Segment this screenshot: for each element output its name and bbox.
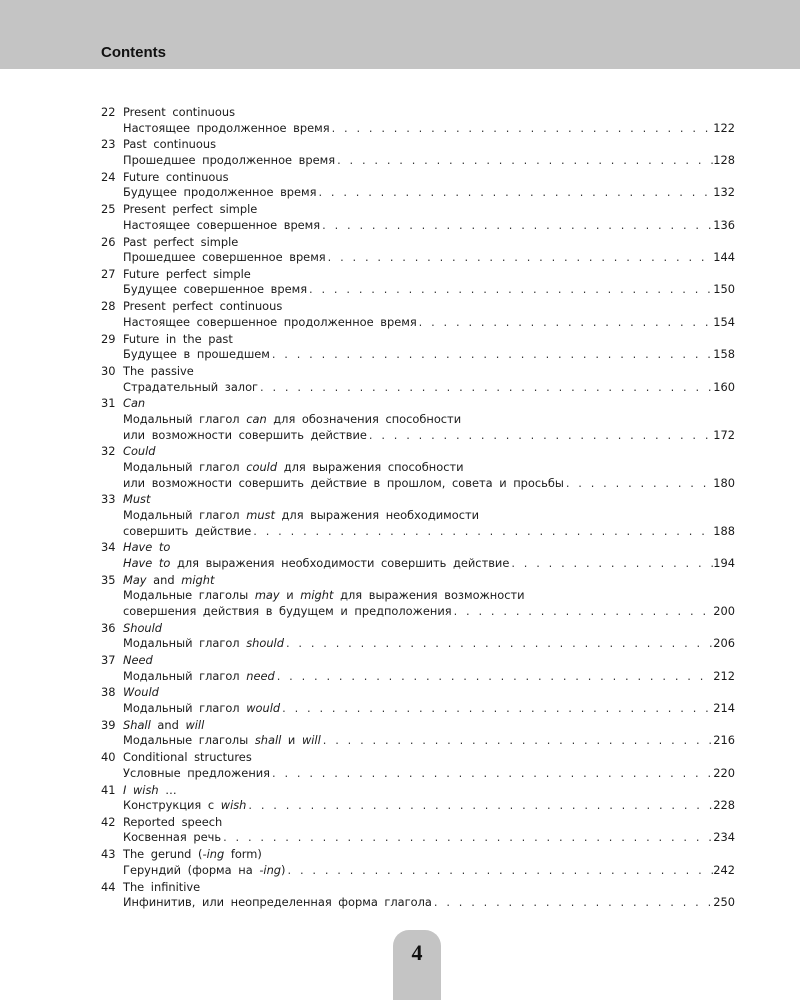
entry-description-last-line xyxy=(123,669,735,685)
entry-title xyxy=(123,880,735,896)
toc-entry[interactable] xyxy=(101,492,735,539)
italic-term: will xyxy=(301,733,321,748)
text-segment: Настоящее совершенное время xyxy=(123,217,321,232)
text-segment: для обозначения способности xyxy=(266,411,462,426)
entry-title xyxy=(123,267,735,283)
italic-term: wish xyxy=(220,798,247,813)
entry-description-last-line xyxy=(123,121,735,137)
entry-body xyxy=(123,202,735,233)
text-segment: Модальный глагол xyxy=(123,636,247,651)
entry-title xyxy=(123,815,735,831)
italic-term: will xyxy=(185,717,205,732)
entry-body xyxy=(123,235,735,266)
italic-term: shall xyxy=(254,733,282,748)
entry-description-last-line xyxy=(123,380,735,396)
entry-description xyxy=(123,798,246,814)
entry-description xyxy=(123,347,270,363)
entry-description-last-line xyxy=(123,524,735,540)
text-segment: Настоящее совершенное продолженное время xyxy=(123,314,417,329)
entry-body xyxy=(123,332,735,363)
entry-number: 26 xyxy=(101,234,116,249)
entry-page-number: 150 xyxy=(713,282,735,297)
entry-number: 36 xyxy=(101,620,116,635)
entry-page-number: 206 xyxy=(713,636,735,651)
entry-description xyxy=(123,766,270,782)
entry-number: 43 xyxy=(101,847,116,862)
entry-number: 40 xyxy=(101,750,116,765)
italic-term: should xyxy=(246,636,284,651)
italic-term: Must xyxy=(123,492,151,507)
entry-description-line xyxy=(123,412,735,428)
toc-entry[interactable] xyxy=(101,332,735,363)
entry-description xyxy=(123,476,564,492)
entry-description-last-line xyxy=(123,766,735,782)
italic-term: need xyxy=(246,668,275,683)
entry-title xyxy=(123,364,735,380)
text-segment: The gerund ( xyxy=(123,847,203,862)
text-segment: Условные предложения xyxy=(123,765,271,780)
toc-entry[interactable] xyxy=(101,105,735,136)
entry-title xyxy=(123,492,735,508)
entry-page-number: 158 xyxy=(713,347,735,362)
text-segment: Инфинитив, или неопределенная форма глагола xyxy=(123,895,432,910)
toc-entry[interactable] xyxy=(101,750,735,781)
table-of-contents xyxy=(101,105,735,912)
text-segment: Модальный глагол xyxy=(123,507,247,522)
text-segment: Модальный глагол xyxy=(123,700,247,715)
entry-title xyxy=(123,170,735,186)
dot-leader xyxy=(326,250,714,266)
entry-description-last-line xyxy=(123,282,735,298)
entry-number: 31 xyxy=(101,396,116,411)
dot-leader xyxy=(321,733,714,749)
text-segment: and xyxy=(146,572,182,587)
italic-term: could xyxy=(246,459,278,474)
text-segment: Будущее продолженное время xyxy=(123,185,317,200)
text-segment: Модальный глагол xyxy=(123,668,247,683)
entry-number: 41 xyxy=(101,782,116,797)
text-segment: Future perfect simple xyxy=(123,266,251,281)
entry-number: 44 xyxy=(101,879,116,894)
toc-entry[interactable] xyxy=(101,170,735,201)
entry-number: 32 xyxy=(101,444,116,459)
text-segment: Конструкция с xyxy=(123,798,221,813)
toc-entry[interactable] xyxy=(101,718,735,749)
entry-page-number: 228 xyxy=(713,798,735,813)
entry-page-number: 194 xyxy=(713,555,735,570)
entry-description-last-line xyxy=(123,701,735,717)
dot-leader xyxy=(320,218,713,234)
text-segment: Past perfect simple xyxy=(123,234,239,249)
text-segment: для выражения способности xyxy=(277,459,464,474)
dot-leader xyxy=(335,153,713,169)
entry-number: 33 xyxy=(101,492,116,507)
entry-description xyxy=(123,121,330,137)
italic-term: Have to xyxy=(123,555,171,570)
toc-entry[interactable] xyxy=(101,783,735,814)
entry-description xyxy=(123,315,417,331)
entry-title xyxy=(123,396,735,412)
entry-body xyxy=(123,444,735,491)
dot-leader xyxy=(251,524,713,540)
italic-term: Can xyxy=(123,396,146,411)
entry-body xyxy=(123,540,735,571)
entry-title xyxy=(123,750,735,766)
dot-leader xyxy=(246,798,713,814)
toc-entry[interactable] xyxy=(101,685,735,716)
entry-page-number: 188 xyxy=(713,523,735,538)
dot-leader xyxy=(286,863,714,879)
entry-page-number: 234 xyxy=(713,830,735,845)
entry-page-number: 242 xyxy=(713,862,735,877)
italic-term: -ing xyxy=(259,862,282,877)
italic-term: -ing xyxy=(202,847,225,862)
dot-leader xyxy=(367,428,713,444)
entry-description xyxy=(123,428,367,444)
entry-title xyxy=(123,444,735,460)
entry-description xyxy=(123,701,280,717)
entry-number: 24 xyxy=(101,169,116,184)
dot-leader xyxy=(330,121,714,137)
text-segment: Conditional structures xyxy=(123,750,252,765)
italic-term: might xyxy=(300,588,334,603)
dot-leader xyxy=(564,476,713,492)
text-segment: или возможности совершить действие в прошлом, совета и просьбы xyxy=(123,475,564,490)
entry-page-number: 144 xyxy=(713,250,735,265)
entry-number: 30 xyxy=(101,364,116,378)
italic-term: would xyxy=(246,700,281,715)
entry-description xyxy=(123,185,316,201)
entry-number: 23 xyxy=(101,137,116,152)
entry-page-number: 212 xyxy=(713,668,735,683)
dot-leader xyxy=(307,282,713,298)
text-segment: … xyxy=(158,782,177,797)
text-segment: для выражения необходимости xyxy=(274,507,479,522)
text-segment: Косвенная речь xyxy=(123,830,222,845)
entry-title xyxy=(123,137,735,153)
text-segment: Present perfect continuous xyxy=(123,299,283,314)
italic-term: Would xyxy=(123,685,159,700)
toc-entry[interactable] xyxy=(101,235,735,266)
entry-description-last-line xyxy=(123,636,735,652)
entry-body xyxy=(123,396,735,443)
toc-entry[interactable] xyxy=(101,573,735,620)
entry-description xyxy=(123,218,320,234)
italic-term: Should xyxy=(123,620,163,635)
entry-body xyxy=(123,621,735,652)
dot-leader xyxy=(432,895,713,911)
text-segment: и xyxy=(279,588,301,603)
entry-page-number: 132 xyxy=(713,185,735,200)
entry-title xyxy=(123,540,735,556)
entry-number: 39 xyxy=(101,717,116,732)
entry-page-number: 160 xyxy=(713,379,735,394)
toc-entry[interactable] xyxy=(101,621,735,652)
entry-body xyxy=(123,653,735,684)
entry-description-last-line xyxy=(123,185,735,201)
toc-entry[interactable] xyxy=(101,880,735,911)
entry-description-last-line xyxy=(123,556,735,572)
entry-description-last-line xyxy=(123,476,735,492)
entry-number: 34 xyxy=(101,540,116,555)
entry-body xyxy=(123,685,735,716)
entry-body xyxy=(123,170,735,201)
text-segment: Present continuous xyxy=(123,105,236,119)
dot-leader xyxy=(258,380,713,396)
entry-page-number: 200 xyxy=(713,603,735,618)
italic-term: Could xyxy=(123,444,156,459)
entry-description-line xyxy=(123,588,735,604)
entry-description-last-line xyxy=(123,863,735,879)
entry-title xyxy=(123,783,735,799)
italic-term: might xyxy=(181,572,215,587)
toc-entry[interactable] xyxy=(101,444,735,491)
entry-description xyxy=(123,863,286,879)
dot-leader xyxy=(452,604,714,620)
entry-title xyxy=(123,105,735,121)
entry-description xyxy=(123,380,258,396)
entry-title xyxy=(123,235,735,251)
toc-entry[interactable] xyxy=(101,396,735,443)
page-number: 4 xyxy=(411,940,423,965)
entry-title xyxy=(123,332,735,348)
text-segment: Reported speech xyxy=(123,814,223,829)
text-segment: совершения действия в будущем и предположения xyxy=(123,603,452,618)
text-segment: and xyxy=(150,717,186,732)
dot-leader xyxy=(221,830,713,846)
text-segment: Future continuous xyxy=(123,169,229,184)
text-segment: The passive xyxy=(123,364,194,378)
italic-term: May xyxy=(123,572,147,587)
italic-term: Shall xyxy=(123,717,151,732)
entry-description xyxy=(123,556,509,572)
entry-title xyxy=(123,847,735,863)
entry-page-number: 250 xyxy=(713,895,735,910)
entry-description xyxy=(123,830,221,846)
entry-number: 27 xyxy=(101,266,116,281)
italic-term: Have to xyxy=(123,540,171,555)
entry-body xyxy=(123,492,735,539)
entry-description-last-line xyxy=(123,347,735,363)
dot-leader xyxy=(284,636,713,652)
text-segment: для выражения необходимости совершить действие xyxy=(170,555,510,570)
entry-description xyxy=(123,636,284,652)
entry-page-number: 180 xyxy=(713,475,735,490)
entry-body xyxy=(123,573,735,620)
text-segment: или возможности совершить действие xyxy=(123,427,367,442)
text-segment: Модальные глаголы xyxy=(123,733,255,748)
dot-leader xyxy=(280,701,713,717)
toc-entry[interactable] xyxy=(101,815,735,846)
text-segment: Прошедшее совершенное время xyxy=(123,250,326,265)
entry-description-last-line xyxy=(123,428,735,444)
entry-number: 29 xyxy=(101,331,116,346)
entry-title xyxy=(123,573,735,589)
entry-description xyxy=(123,733,321,749)
entry-page-number: 220 xyxy=(713,765,735,780)
entry-body xyxy=(123,815,735,846)
entry-number: 28 xyxy=(101,299,116,314)
toc-entry[interactable] xyxy=(101,267,735,298)
entry-body xyxy=(123,267,735,298)
entry-body xyxy=(123,750,735,781)
entry-title xyxy=(123,718,735,734)
entry-description-last-line xyxy=(123,153,735,169)
page-number-tab xyxy=(393,930,441,1000)
toc-entry[interactable] xyxy=(101,364,735,395)
entry-title xyxy=(123,653,735,669)
entry-page-number: 128 xyxy=(713,152,735,167)
text-segment: Настоящее продолженное время xyxy=(123,120,330,135)
entry-title xyxy=(123,685,735,701)
entry-number: 35 xyxy=(101,572,116,587)
entry-description-line xyxy=(123,508,735,524)
italic-term: Need xyxy=(123,653,153,667)
text-segment: Модальный глагол xyxy=(123,411,247,426)
entry-number: 22 xyxy=(101,105,116,119)
entry-page-number: 122 xyxy=(713,120,735,135)
text-segment: совершить действие xyxy=(123,523,252,538)
entry-number: 38 xyxy=(101,685,116,700)
text-segment: Модальный глагол xyxy=(123,459,247,474)
entry-body xyxy=(123,137,735,168)
entry-number: 37 xyxy=(101,653,116,667)
dot-leader xyxy=(270,347,713,363)
entry-description xyxy=(123,153,335,169)
entry-description-last-line xyxy=(123,733,735,749)
text-segment: Present perfect simple xyxy=(123,202,258,217)
entry-page-number: 214 xyxy=(713,700,735,715)
header-bar xyxy=(0,0,800,69)
text-segment: form) xyxy=(224,847,262,862)
entry-description-last-line xyxy=(123,830,735,846)
italic-term: must xyxy=(246,507,275,522)
text-segment: и xyxy=(281,733,302,748)
entry-page-number: 216 xyxy=(713,733,735,748)
entry-description-last-line xyxy=(123,315,735,331)
italic-term: can xyxy=(246,411,267,426)
entry-body xyxy=(123,718,735,749)
text-segment: для выражения возможности xyxy=(333,588,525,603)
entry-body xyxy=(123,105,735,136)
dot-leader xyxy=(270,766,713,782)
entry-body xyxy=(123,364,735,395)
page-title: Contents xyxy=(101,44,166,61)
entry-description-last-line xyxy=(123,604,735,620)
text-segment: Будущее совершенное время xyxy=(123,282,308,297)
entry-number: 42 xyxy=(101,814,116,829)
text-segment: Future in the past xyxy=(123,331,233,346)
text-segment: Будущее в прошедшем xyxy=(123,347,270,362)
entry-description xyxy=(123,524,251,540)
entry-description-last-line xyxy=(123,250,735,266)
entry-description xyxy=(123,604,452,620)
italic-term: may xyxy=(254,588,280,603)
text-segment: Прошедшее продолженное время xyxy=(123,152,336,167)
entry-body xyxy=(123,299,735,330)
entry-body xyxy=(123,880,735,911)
toc-entry[interactable] xyxy=(101,202,735,233)
entry-page-number: 172 xyxy=(713,427,735,442)
dot-leader xyxy=(509,556,713,572)
entry-body xyxy=(123,783,735,814)
toc-entry[interactable] xyxy=(101,653,735,684)
entry-description-line xyxy=(123,460,735,476)
text-segment: Past continuous xyxy=(123,137,217,152)
dot-leader xyxy=(275,669,714,685)
entry-description xyxy=(123,895,432,911)
entry-body xyxy=(123,847,735,878)
italic-term: I wish xyxy=(123,782,159,797)
entry-description xyxy=(123,250,326,266)
dot-leader xyxy=(417,315,714,331)
dot-leader xyxy=(316,185,713,201)
entry-title xyxy=(123,202,735,218)
toc-entry[interactable] xyxy=(101,299,735,330)
text-segment: Страдательный залог xyxy=(123,379,259,394)
toc-entry[interactable] xyxy=(101,847,735,878)
entry-description xyxy=(123,282,307,298)
entry-description-last-line xyxy=(123,798,735,814)
entry-page-number: 154 xyxy=(713,314,735,329)
entry-number: 25 xyxy=(101,202,116,217)
text-segment: Герундий (форма на xyxy=(123,862,260,877)
text-segment: ) xyxy=(281,862,286,877)
text-segment: The infinitive xyxy=(123,879,201,894)
entry-description-last-line xyxy=(123,218,735,234)
entry-title xyxy=(123,621,735,637)
entry-description xyxy=(123,669,275,685)
entry-description-last-line xyxy=(123,895,735,911)
text-segment: Модальные глаголы xyxy=(123,588,255,603)
toc-entry[interactable] xyxy=(101,137,735,168)
entry-title xyxy=(123,299,735,315)
entry-page-number: 136 xyxy=(713,217,735,232)
toc-entry[interactable] xyxy=(101,540,735,571)
